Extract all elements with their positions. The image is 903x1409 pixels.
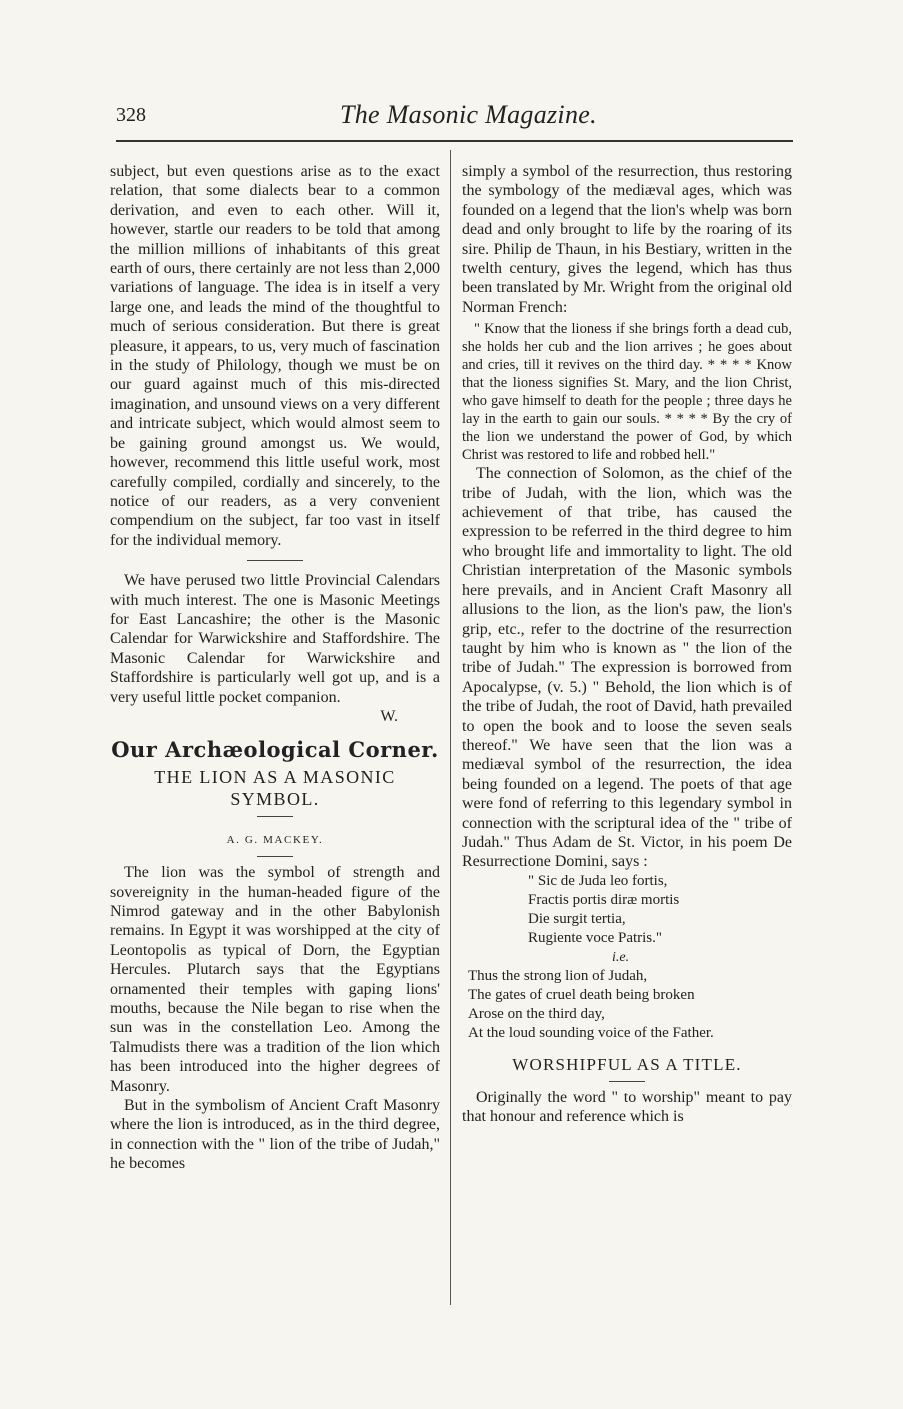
section-rule	[247, 560, 303, 561]
verse-line: Arose on the third day,	[468, 1006, 605, 1023]
verse-line: Fractis portis diræ mortis	[528, 891, 680, 908]
worshipful-title: WORSHIPFUL AS A TITLE.	[512, 1055, 742, 1075]
solomon-paragraph: The connection of Solomon, as the chief of the tribe of Judah, with the lion, which was the achievement of that tribe, has caused the expression to be referred in the third degree to him who brought life and immortality to light. The old Christian interpretation of the Masonic symbols here prevails, and in Ancient Craft Masonry all allusions to the lion, as the lion's paw, the lion's grip, etc., refer to the doctrine of the resurrection taught by him who is known as " the lion of the tribe of Judah." The expression is borrowed from Apocalypse, (v. 5.) " Behold, the lion which is of the tribe of Judah, the root of David, hath prevailed to open the book and to loose the seven seals thereof." We have seen that the lion was a mediæval symbol of the resurrection, the idea being founded on a legend. The poets of that age were fond of referring to this legendary symbol in connection with the scriptural idea of the " tribe of Judah." Thus Adam de St. Victor, in his poem De Resurrectione Domini, says :	[462, 465, 792, 871]
latin-verse	[462, 872, 792, 948]
right-column	[462, 162, 792, 1126]
verse-line: Die surgit tertia,	[528, 910, 626, 927]
header-rule	[116, 140, 793, 142]
author-rule	[257, 856, 293, 857]
page-number: 328	[116, 104, 146, 126]
continuation-paragraph: simply a symbol of the resurrection, thus restoring the symbology of the mediæval ages, which was founded on a legend that the lion's whelp was born dead and only brought to life by the roaring of its sire. Philip de Thaun, in his Bestiary, written in the twelth century, gives the legend, which has thus been translated by Mr. Wright from the original old Norman French:	[462, 163, 792, 316]
signature: W.	[380, 707, 398, 725]
calendars-paragraph: We have perused two little Provincial Calendars with much interest. The one is Masonic Meetings for East Lancashire; the other is the Masonic Calendar for Warwickshire and Staffordshire. The Masonic Calendar for Warwickshire and Staffordshire is particularly well got up, and is a very useful little pocket companion.	[110, 572, 440, 706]
verse-line: At the loud sounding voice of the Father.	[468, 1025, 714, 1042]
lion-paragraph-2: But in the symbolism of Ancient Craft Masonry where the lion is introduced, as in the third degree, in connection with the " lion of the tribe of Judah," he becomes	[110, 1097, 440, 1173]
english-verse	[462, 967, 792, 1043]
ie-label: i.e.	[612, 949, 630, 965]
title-rule	[257, 816, 293, 817]
article-author: A. G. MACKEY.	[226, 833, 324, 846]
worshipful-paragraph: Originally the word " to worship" meant to pay that honour and reference which is	[462, 1088, 792, 1125]
running-title: The Masonic Magazine.	[340, 100, 597, 129]
column-divider	[450, 150, 451, 1305]
verse-line: Rugiente voce Patris."	[528, 929, 663, 946]
left-column	[110, 162, 440, 1174]
verse-line: Thus the strong lion of Judah,	[468, 968, 648, 985]
bestiary-quote: " Know that the lioness if she brings forth a dead cub, she holds her cub and the lion arrives ; he goes about and cries, till it revives on the third day. * * * * Know that the lioness signifies St. Mary, and the lion Christ, who gave himself to death for the people ; three days he lay in the earth to gain our souls. * * * * By the cry of the lion we understand the power of God, by which Christ was restored to life and robbed hell."	[462, 321, 792, 464]
corner-heading: Our Archæological Corner.	[111, 737, 439, 763]
verse-line: " Sic de Juda leo fortis,	[528, 872, 668, 889]
verse-line: The gates of cruel death being broken	[468, 987, 695, 1004]
intro-paragraph: subject, but even questions arise as to the exact relation, that some dialects bear to a common derivation, and even to each other. Will it, however, startle our readers to be told that among the million millions of inhabitants of this great earth of ours, there certainly are not less than 2,000 variations of language. The idea is in itself a very large one, and leads the mind of the thoughtful to much of serious consideration. But there is great pleasure, it appears, to us, very much of fascination in the study of Philology, though we must be on our guard against much of this mis-directed imagination, and unsound views on a very different and intricate subject, which would almost seem to be gaining ground amongst us. We would, however, recommend this little useful work, most carefully compiled, cordially and sincerely, to the notice of our readers, as a very convenient compendium on the subject, far too vast in itself for the individual memory.	[110, 163, 440, 549]
article-title: THE LION AS A MASONIC SYMBOL.	[154, 766, 396, 809]
worshipful-rule	[609, 1081, 645, 1082]
lion-paragraph-1: The lion was the symbol of strength and sovereignity in the human-headed figure of the Nimrod gateway and in the other Babylonish remains. In Egypt it was worshipped at the city of Leontopolis as typical of Dorn, the Egyptian Hercules. Plutarch says that the Egyptians ornamented their temples with gaping lions' mouths, because the Nile began to rise when the sun was in the constellation Leo. Among the Talmudists there was a tradition of the lion which has been introduced into the higher degrees of Masonry.	[110, 864, 440, 1095]
